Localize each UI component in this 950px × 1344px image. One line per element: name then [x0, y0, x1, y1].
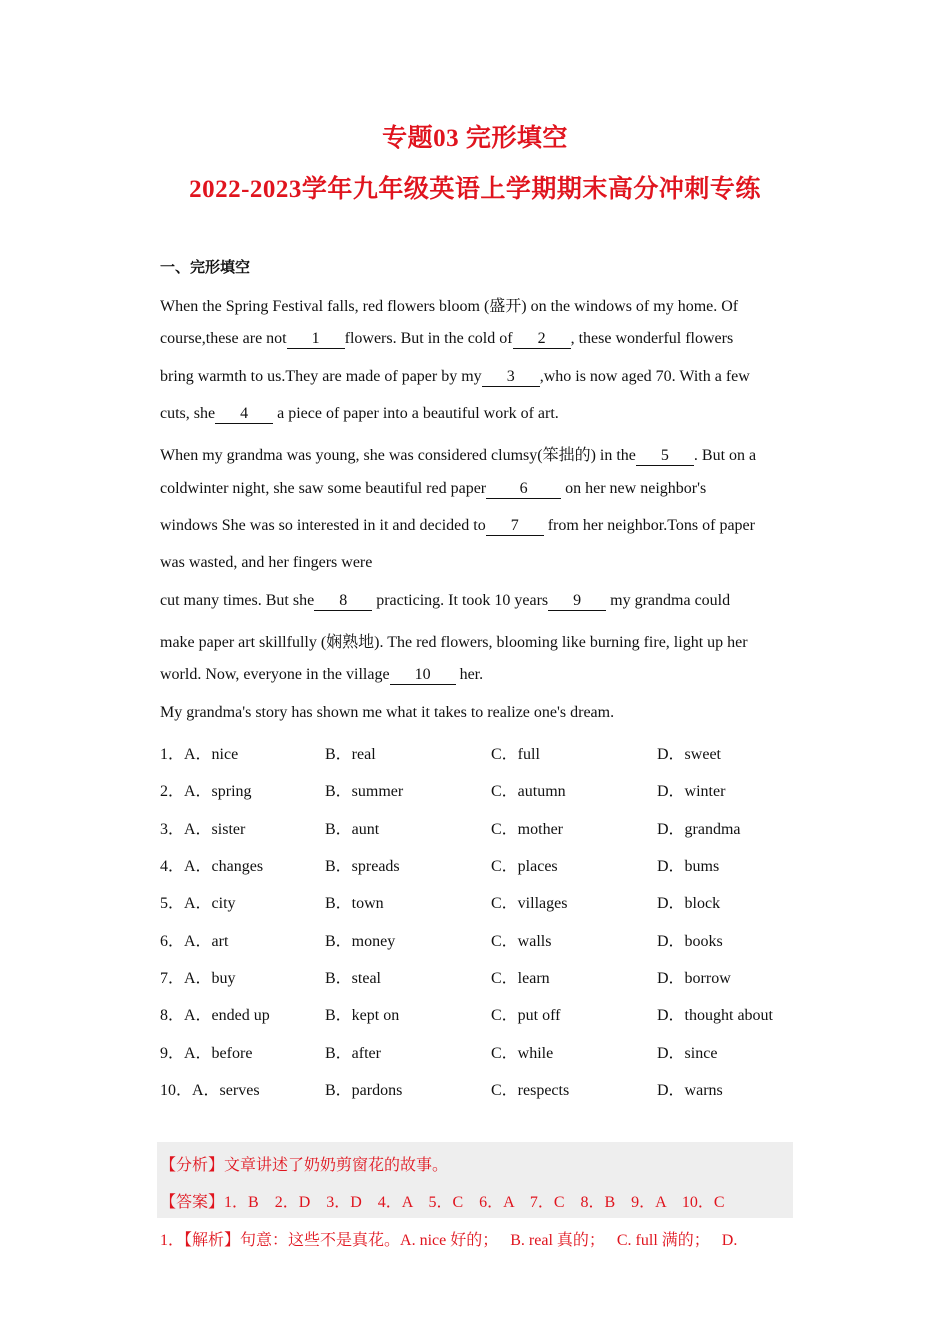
option-c: C．mother — [491, 821, 563, 838]
passage-line: cuts, she 4 a piece of paper into a beautiful work of art. — [160, 405, 559, 422]
passage-line: course,these are not 1 flowers. But in the cold of 2 , these wonderful flowers — [160, 330, 734, 347]
answer-line — [160, 1189, 725, 1212]
option-d: D．block — [657, 895, 721, 912]
option-a: 2．A．spring — [160, 783, 252, 800]
page-title: 专题03 完形填空 — [382, 125, 568, 152]
blank-10: 10 — [390, 666, 456, 685]
option-c: C．full — [491, 746, 540, 763]
option-row — [160, 778, 800, 802]
option-d: D．winter — [657, 783, 726, 800]
blank-2: 2 — [513, 330, 571, 349]
passage-line: bring warmth to us.They are made of paper by my 3 ,who is now aged 70. With a few — [160, 368, 750, 385]
option-row — [160, 1077, 800, 1101]
explanation-num: 1． — [160, 1232, 185, 1249]
blank-4: 4 — [215, 405, 273, 424]
option-b: B．pardons — [325, 1082, 403, 1099]
option-row — [160, 853, 800, 877]
option-row — [160, 965, 800, 989]
blank-5: 5 — [636, 447, 694, 466]
option-b: B．money — [325, 933, 396, 950]
analysis-tag: 【分析】 — [160, 1157, 225, 1174]
answer-text: 1．B 2．D 3．D 4．A 5．C 6．A 7．C 8．B 9．A 10．C — [224, 1194, 725, 1211]
option-c: C．learn — [491, 970, 550, 987]
analysis-text: 文章讲述了奶奶剪窗花的故事。 — [224, 1157, 449, 1174]
blank-9: 9 — [548, 592, 606, 611]
option-a: 9．A．before — [160, 1045, 253, 1062]
explanation-line — [160, 1227, 737, 1250]
option-a: 8．A．ended up — [160, 1007, 270, 1024]
page-subtitle: 2022-2023学年九年级英语上学期期末高分冲刺专练 — [189, 176, 761, 203]
option-c: C．autumn — [491, 783, 566, 800]
option-b: B．aunt — [325, 821, 380, 838]
section-heading: 一、完形填空 — [160, 258, 251, 276]
option-row — [160, 1040, 800, 1064]
blank-6: 6 — [486, 480, 561, 499]
passage-line: world. Now, everyone in the village 10 her. — [160, 666, 484, 683]
option-a: 10．A．serves — [160, 1082, 260, 1099]
option-d: D．thought about — [657, 1007, 773, 1024]
option-d: D．warns — [657, 1082, 723, 1099]
passage-line: cut many times. But she 8 practicing. It took 10 years 9 my grandma could — [160, 592, 731, 609]
option-b: B．town — [325, 895, 384, 912]
option-a: 3．A．sister — [160, 821, 246, 838]
option-row — [160, 816, 800, 840]
passage-line: coldwinter night, she saw some beautiful red paper 6 on her new neighbor's — [160, 480, 707, 497]
passage-line: When my grandma was young, she was considered clumsy(笨拙的) in the 5 . But on a — [160, 447, 757, 464]
option-d: D．sweet — [657, 746, 721, 763]
explanation-tag: 【解析】 — [184, 1232, 241, 1249]
option-b: B．steal — [325, 970, 381, 987]
option-a: 4．A．changes — [160, 858, 264, 875]
analysis-line — [160, 1152, 448, 1175]
passage-line: make paper art skillfully (娴熟地). The red flowers, blooming like burning fire, light up her — [160, 634, 748, 651]
option-row — [160, 741, 800, 765]
option-c: C．put off — [491, 1007, 561, 1024]
option-c: C．while — [491, 1045, 554, 1062]
passage-line: was wasted, and her fingers were — [160, 554, 373, 571]
option-b: B．kept on — [325, 1007, 400, 1024]
passage-line: When the Spring Festival falls, red flowers bloom (盛开) on the windows of my home. Of — [160, 298, 739, 315]
option-row — [160, 928, 800, 952]
option-c: C．respects — [491, 1082, 570, 1099]
answer-tag: 【答案】 — [160, 1194, 225, 1211]
blank-3: 3 — [482, 368, 540, 387]
option-d: D．since — [657, 1045, 718, 1062]
option-a: 1．A．nice — [160, 746, 239, 763]
option-b: B．spreads — [325, 858, 400, 875]
option-d: D．grandma — [657, 821, 741, 838]
option-c: C．walls — [491, 933, 552, 950]
passage-line: My grandma's story has shown me what it takes to realize one's dream. — [160, 704, 615, 721]
option-b: B．after — [325, 1045, 381, 1062]
option-a: 6．A．art — [160, 933, 229, 950]
blank-8: 8 — [314, 592, 372, 611]
option-b: B．real — [325, 746, 376, 763]
option-b: B．summer — [325, 783, 404, 800]
option-row — [160, 1002, 800, 1026]
option-c: C．villages — [491, 895, 568, 912]
option-d: D．books — [657, 933, 723, 950]
option-row — [160, 890, 800, 914]
option-d: D．bums — [657, 858, 720, 875]
option-d: D．borrow — [657, 970, 731, 987]
passage-line: windows She was so interested in it and decided to 7 from her neighbor.Tons of paper — [160, 517, 755, 534]
explanation-text: 句意：这些不是真花。A. nice 好的； B. real 真的； C. full 满的； D. — [240, 1232, 738, 1249]
option-a: 5．A．city — [160, 895, 236, 912]
blank-7: 7 — [486, 517, 544, 536]
blank-1: 1 — [287, 330, 345, 349]
option-c: C．places — [491, 858, 558, 875]
option-a: 7．A．buy — [160, 970, 236, 987]
